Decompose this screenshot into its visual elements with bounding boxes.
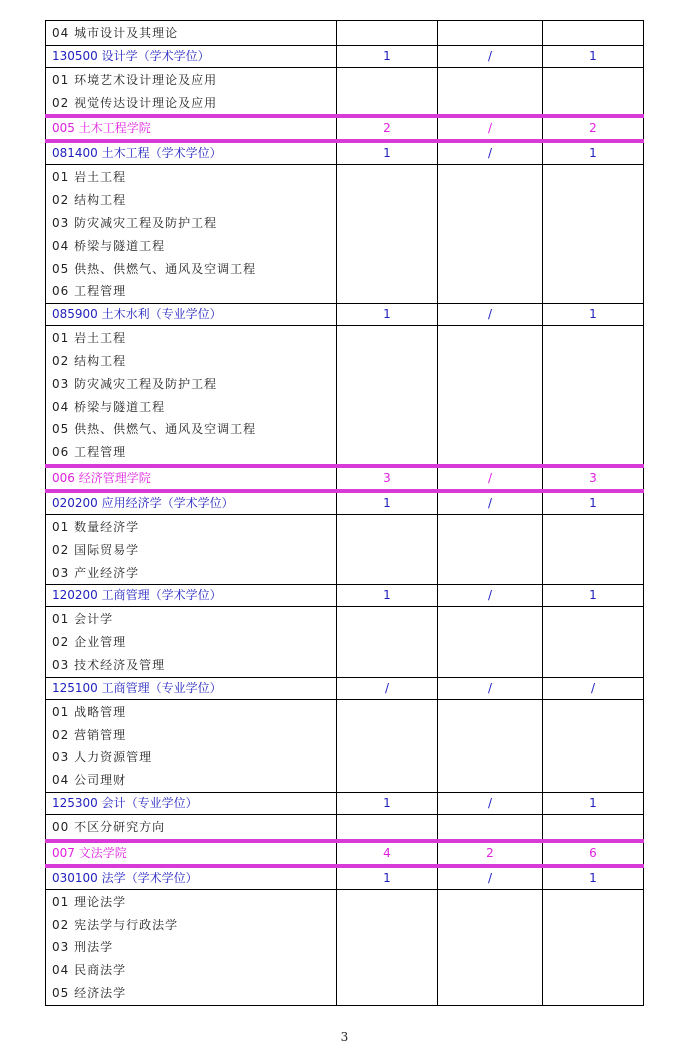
research-directions (46, 21, 337, 46)
quota-cell-1: 1 (337, 491, 438, 515)
direction-item: 05 经济法学 (52, 985, 127, 1000)
quota-cell-2 (438, 514, 543, 584)
direction-item: 01 环境艺术设计理论及应用 (52, 72, 218, 87)
quota-cell-3: 1 (543, 304, 644, 326)
direction-item: 04 城市设计及其理论 (52, 26, 179, 40)
quota-cell-1 (337, 514, 438, 584)
major-name: 085900 土木水利（专业学位） (46, 304, 337, 326)
school-name: 005 土木工程学院 (46, 116, 337, 141)
major-row (46, 45, 644, 67)
major-name: 130500 设计学（学术学位） (46, 45, 337, 67)
quota-cell-3: 3 (543, 466, 644, 491)
research-directions (46, 814, 337, 840)
direction-item: 06 工程管理 (52, 445, 127, 460)
research-directions (46, 699, 337, 792)
direction-item: 01 岩土工程 (52, 170, 127, 185)
quota-cell-2 (438, 607, 543, 677)
directions-row (46, 21, 644, 46)
direction-item: 02 视觉传达设计理论及应用 (52, 95, 218, 110)
quota-cell-3: / (543, 677, 644, 699)
quota-cell-1: 1 (337, 792, 438, 814)
research-directions (46, 67, 337, 116)
quota-cell-1: 1 (337, 585, 438, 607)
direction-item: 04 民商法学 (52, 963, 127, 978)
major-row (46, 866, 644, 890)
directions-row (46, 67, 644, 116)
quota-cell-1: 1 (337, 866, 438, 890)
major-row (46, 585, 644, 607)
quota-cell-3 (543, 514, 644, 584)
major-row (46, 491, 644, 515)
major-name: 120200 工商管理（学术学位） (46, 585, 337, 607)
quota-cell-1 (337, 699, 438, 792)
quota-cell-2: / (438, 116, 543, 141)
quota-cell-2: / (438, 141, 543, 165)
direction-item: 04 公司理财 (52, 773, 127, 788)
direction-item: 05 供热、供燃气、通风及空调工程 (52, 261, 257, 276)
quota-cell-2: / (438, 491, 543, 515)
directions-row (46, 165, 644, 304)
research-directions (46, 607, 337, 677)
major-row (46, 677, 644, 699)
major-row (46, 792, 644, 814)
directions-row (46, 699, 644, 792)
major-name: 030100 法学（学术学位） (46, 866, 337, 890)
quota-cell-2 (438, 21, 543, 46)
direction-item: 01 数量经济学 (52, 519, 140, 534)
quota-cell-3 (543, 165, 644, 304)
quota-cell-3: 2 (543, 116, 644, 141)
direction-item: 04 桥梁与隧道工程 (52, 399, 166, 414)
direction-item: 00 不区分研究方向 (52, 819, 166, 834)
quota-cell-2: / (438, 45, 543, 67)
quota-cell-2: / (438, 466, 543, 491)
direction-item: 01 理论法学 (52, 894, 127, 909)
quota-cell-1 (337, 607, 438, 677)
major-name: 125100 工商管理（专业学位） (46, 677, 337, 699)
quota-cell-2 (438, 699, 543, 792)
quota-cell-2: / (438, 585, 543, 607)
quota-cell-3: 1 (543, 585, 644, 607)
direction-item: 03 防灾减灾工程及防护工程 (52, 215, 218, 230)
direction-item: 03 产业经济学 (52, 565, 140, 580)
quota-cell-1: 1 (337, 45, 438, 67)
school-name: 006 经济管理学院 (46, 466, 337, 491)
quota-cell-1: 1 (337, 141, 438, 165)
quota-cell-3 (543, 67, 644, 116)
research-directions (46, 326, 337, 466)
school-row (46, 116, 644, 141)
quota-cell-3: 1 (543, 866, 644, 890)
quota-cell-3 (543, 699, 644, 792)
direction-item: 05 供热、供燃气、通风及空调工程 (52, 422, 257, 437)
quota-cell-1 (337, 165, 438, 304)
admissions-table (45, 20, 644, 1006)
quota-cell-2 (438, 814, 543, 840)
direction-item: 04 桥梁与隧道工程 (52, 238, 166, 253)
directions-row (46, 889, 644, 1005)
direction-item: 02 结构工程 (52, 193, 127, 208)
quota-cell-1 (337, 326, 438, 466)
quota-cell-3: 1 (543, 792, 644, 814)
quota-cell-1: / (337, 677, 438, 699)
major-row (46, 304, 644, 326)
quota-cell-1 (337, 21, 438, 46)
quota-cell-1: 1 (337, 304, 438, 326)
quota-cell-3 (543, 21, 644, 46)
quota-cell-2: / (438, 792, 543, 814)
quota-cell-3: 6 (543, 841, 644, 866)
direction-item: 02 宪法学与行政法学 (52, 917, 179, 932)
direction-item: 01 岩土工程 (52, 331, 127, 346)
quota-cell-2 (438, 67, 543, 116)
quota-cell-1: 4 (337, 841, 438, 866)
research-directions (46, 889, 337, 1005)
quota-cell-3 (543, 814, 644, 840)
school-name: 007 文法学院 (46, 841, 337, 866)
quota-cell-3: 1 (543, 45, 644, 67)
directions-row (46, 326, 644, 466)
quota-cell-1: 3 (337, 466, 438, 491)
quota-cell-3 (543, 607, 644, 677)
major-name: 081400 土木工程（学术学位） (46, 141, 337, 165)
directions-row (46, 514, 644, 584)
direction-item: 02 企业管理 (52, 635, 127, 650)
direction-item: 01 战略管理 (52, 704, 127, 719)
quota-cell-2: 2 (438, 841, 543, 866)
quota-cell-1 (337, 814, 438, 840)
quota-cell-2: / (438, 677, 543, 699)
school-row (46, 841, 644, 866)
quota-cell-1 (337, 67, 438, 116)
quota-cell-2: / (438, 866, 543, 890)
direction-item: 02 国际贸易学 (52, 542, 140, 557)
directions-row (46, 607, 644, 677)
direction-item: 06 工程管理 (52, 284, 127, 299)
major-row (46, 141, 644, 165)
direction-item: 03 防灾减灾工程及防护工程 (52, 376, 218, 391)
quota-cell-3: 1 (543, 141, 644, 165)
direction-item: 03 刑法学 (52, 940, 114, 955)
direction-item: 03 人力资源管理 (52, 750, 153, 765)
research-directions (46, 514, 337, 584)
quota-cell-2 (438, 889, 543, 1005)
table-body (46, 21, 644, 1006)
major-name: 020200 应用经济学（学术学位） (46, 491, 337, 515)
quota-cell-3 (543, 889, 644, 1005)
page-number: 3 (340, 1030, 349, 1044)
direction-item: 03 技术经济及管理 (52, 657, 166, 672)
quota-cell-2 (438, 326, 543, 466)
quota-cell-3 (543, 326, 644, 466)
school-row (46, 466, 644, 491)
directions-row (46, 814, 644, 840)
quota-cell-3: 1 (543, 491, 644, 515)
quota-cell-2 (438, 165, 543, 304)
direction-item: 02 结构工程 (52, 353, 127, 368)
direction-item: 02 营销管理 (52, 727, 127, 742)
direction-item: 01 会计学 (52, 612, 114, 627)
quota-cell-1 (337, 889, 438, 1005)
major-name: 125300 会计（专业学位） (46, 792, 337, 814)
quota-cell-2: / (438, 304, 543, 326)
research-directions (46, 165, 337, 304)
quota-cell-1: 2 (337, 116, 438, 141)
